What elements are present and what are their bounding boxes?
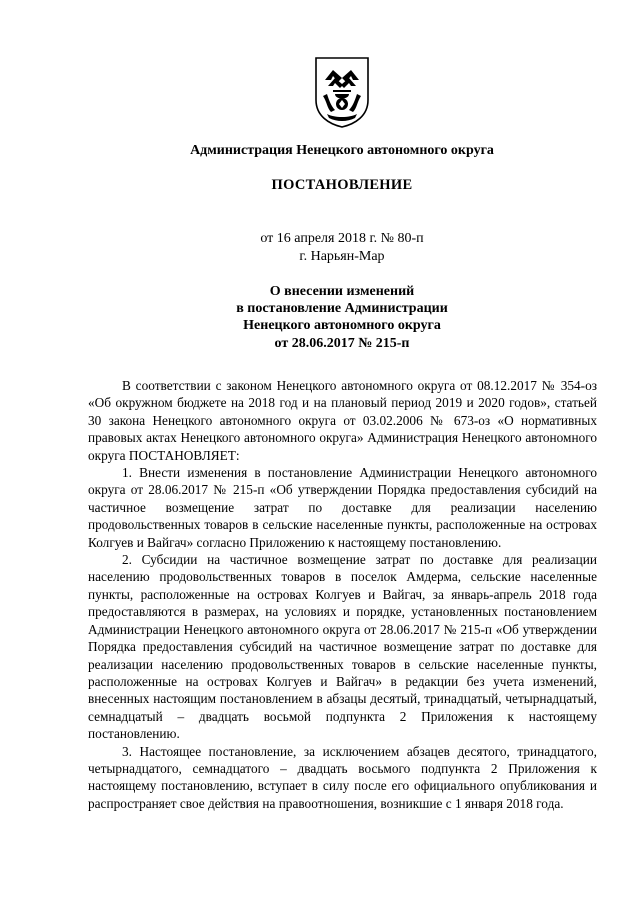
document-place: г. Нарьян-Мар — [299, 249, 385, 264]
document-type: ПОСТАНОВЛЕНИЕ — [271, 177, 413, 193]
document-title-line: О внесении изменений — [269, 284, 415, 299]
document-title-line: от 28.06.2017 № 215-п — [274, 336, 410, 351]
document-date-number: от 16 апреля 2018 г. № 80-п — [260, 231, 424, 246]
document-title-line: в постановление Администрации — [236, 301, 448, 316]
document-body — [88, 377, 597, 812]
document-title-line: Ненецкого автономного округа — [243, 318, 441, 333]
preamble-paragraph: В соответствии с законом Ненецкого автономного округа от 08.12.2017 № 354-оз «Об окружном бюджете на 2018 год и на плановый период 2019 и 2020 годов», статьей 30 закона Ненецкого автономного округа от 03.02.2006 № 673-оз «О нормативных правовых актах Ненецкого автономного округа» Администрация Ненецкого автономного округа ПОСТАНОВЛЯЕТ: — [88, 378, 597, 463]
clause-3-paragraph: 3. Настоящее постановление, за исключением абзацев десятого, тринадцатого, четырнадцатого, семнадцатого – двадцать восьмого подпункта 2 Приложения к настоящему постановлению, вступает в силу после его официального опубликования и распространяет свое действия на правоотношения, возникшие с 1 января 2018 года. — [88, 743, 597, 811]
organization-name: Администрация Ненецкого автономного округа — [190, 143, 494, 158]
clause-1-paragraph: 1. Внести изменения в постановление Администрации Ненецкого автономного округа от 28.06.2017 № 215-п «Об утверждении Порядка предоставления субсидий на частичное возмещение затрат по доставке для реализации населению продовольственных товаров в сельские населенные пункты, расположенные на островах Колгуев и Вайгач» согласно Приложению к настоящему постановлению. — [88, 465, 597, 550]
clause-2-paragraph: 2. Субсидии на частичное возмещение затрат по доставке для реализации населению продовольственных товаров в поселок Амдерма, сельские населенные пункты, расположенные на островах Колгуев и Вайгач, за январь-апрель 2018 года предоставляются в размерах, на условиях и порядке, установленных постановлением Администрации Ненецкого автономного округа от 28.06.2017 № 215-п «Об утверждении Порядка предоставления субсидий на частичное возмещение затрат по доставке для реализации населению продовольственных товаров в сельские населенные пункты, расположенные на островах Колгуев и Вайгач» в редакции без учета изменений, внесенных настоящим постановлением в абзацы десятый, тринадцатый, четырнадцатый, семнадцатый – двадцать восьмой подпункта 2 Приложения к настоящему постановлению. — [88, 552, 597, 742]
coat-of-arms-emblem — [313, 56, 371, 128]
